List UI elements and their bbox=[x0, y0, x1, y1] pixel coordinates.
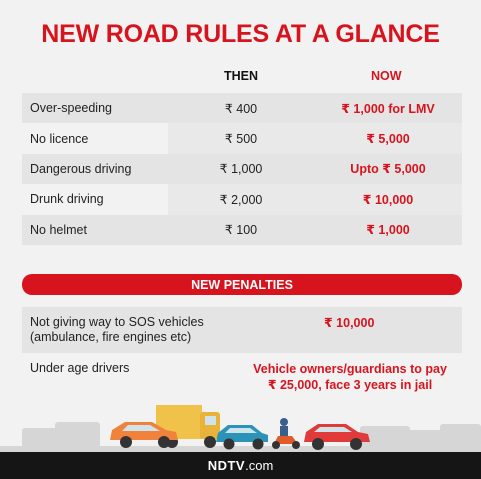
then-value: ₹ 100 bbox=[224, 223, 258, 238]
row-label: No licence bbox=[30, 131, 89, 146]
now-value: ₹ 1,000 for LMV bbox=[341, 101, 435, 116]
penalty-label-line: Not giving way to SOS vehicles bbox=[30, 315, 204, 329]
penalty-value-line: ₹ 10,000 bbox=[324, 316, 375, 330]
table-row bbox=[22, 184, 462, 214]
row-label: Dangerous driving bbox=[30, 161, 132, 176]
penalty-value bbox=[250, 361, 450, 393]
table-row bbox=[22, 123, 462, 153]
penalty-value bbox=[324, 315, 374, 331]
penalty-label bbox=[30, 361, 220, 376]
footer-brand: NDTV bbox=[207, 458, 246, 473]
blue-car-icon bbox=[216, 425, 268, 450]
penalty-row bbox=[22, 353, 462, 399]
page-title: NEW ROAD RULES AT A GLANCE bbox=[41, 20, 440, 48]
traffic-illustration bbox=[0, 400, 481, 452]
now-value: ₹ 10,000 bbox=[314, 184, 462, 214]
penalty-label-line: (ambulance, fire engines etc) bbox=[30, 330, 192, 344]
penalty-row bbox=[22, 307, 462, 353]
scooter-rider-icon bbox=[272, 418, 300, 449]
penalty-value-line: Vehicle owners/guardians to pay bbox=[253, 362, 447, 376]
column-header-then: THEN bbox=[224, 69, 259, 83]
row-label: No helmet bbox=[30, 222, 87, 237]
table-row bbox=[22, 93, 462, 123]
column-header-now: NOW bbox=[371, 69, 402, 83]
row-label: Drunk driving bbox=[30, 192, 104, 207]
then-value: ₹ 400 bbox=[224, 101, 258, 116]
table-row bbox=[22, 215, 462, 245]
then-value: ₹ 1,000 bbox=[219, 162, 263, 177]
table-row bbox=[22, 154, 462, 184]
now-value: ₹ 5,000 bbox=[314, 123, 462, 153]
fines-table bbox=[22, 93, 462, 245]
penalty-value-line: ₹ 25,000, face 3 years in jail bbox=[267, 378, 433, 392]
row-label: Over-speeding bbox=[30, 101, 112, 116]
now-value: ₹ 1,000 bbox=[366, 223, 410, 238]
penalty-label-line: Under age drivers bbox=[30, 361, 130, 375]
then-value: ₹ 2,000 bbox=[168, 184, 314, 214]
footer bbox=[0, 452, 481, 479]
now-value: Upto ₹ 5,000 bbox=[350, 162, 426, 177]
then-value: ₹ 500 bbox=[168, 123, 314, 153]
new-penalties-banner: NEW PENALTIES bbox=[22, 274, 462, 295]
penalty-label bbox=[30, 315, 220, 345]
footer-suffix: .com bbox=[245, 458, 274, 473]
